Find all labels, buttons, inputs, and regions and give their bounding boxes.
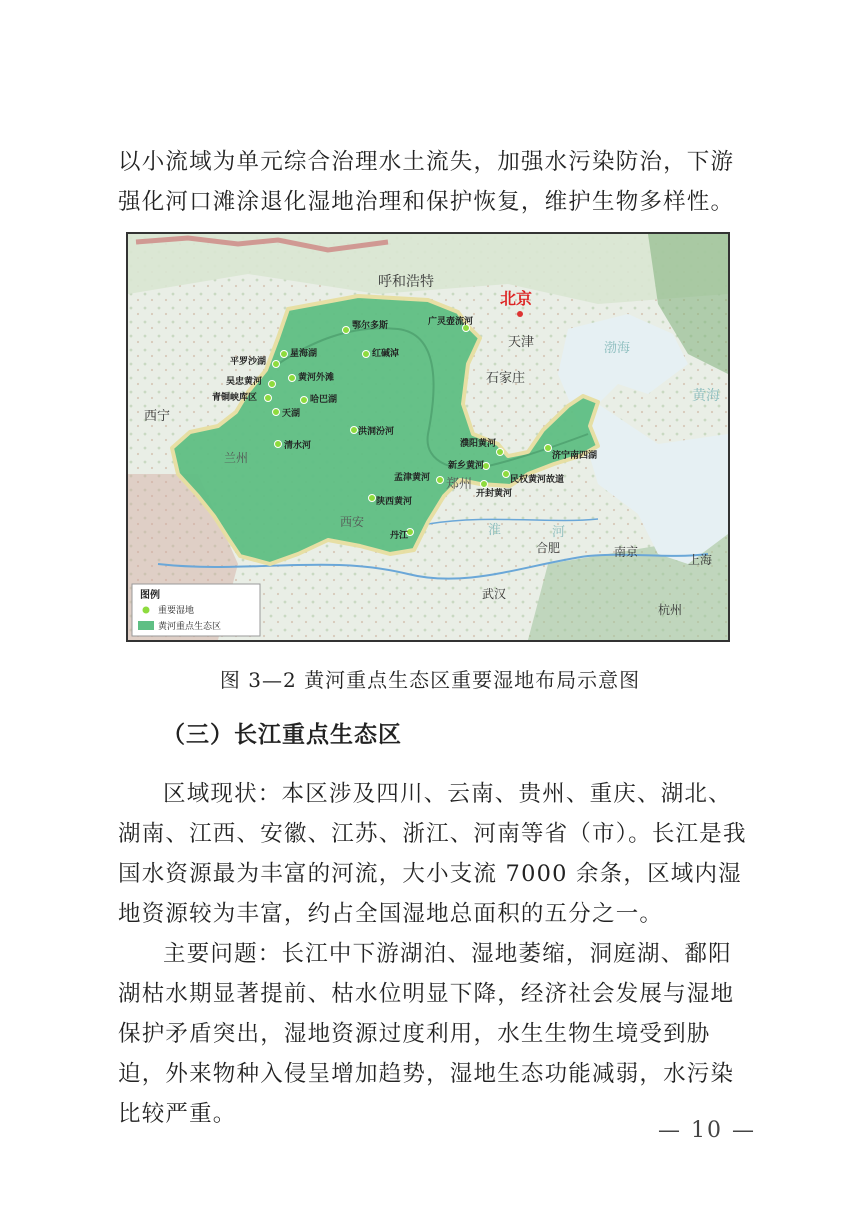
wetland-label: 天湖 [282, 409, 301, 419]
map-city-tianjin: 天津 [508, 335, 535, 350]
status-paragraph: 区域现状：本区涉及四川、云南、贵州、重庆、湖北、湖南、江西、安徽、江苏、浙江、河南等省（市）。长江是我国水资源最为丰富的河流，大小支流 7000 余条，区域内湿地资源较为丰富，约占全国湿地总面积的五分之一。 [118, 781, 747, 927]
map-city-xining: 西宁 [144, 409, 171, 424]
wetland-point [273, 361, 280, 368]
intro-paragraph: 以小流域为单元综合治理水土流失，加强水污染防治，下游强化河口滩涂退化湿地治理和保护恢复，维护生物多样性。 [118, 149, 735, 215]
map-city-xian: 西安 [340, 515, 365, 529]
map-city-shijiazhuang: 石家庄 [486, 371, 526, 386]
wetland-label: 孟津黄河 [394, 473, 431, 483]
wetland-point [289, 375, 296, 382]
wetland-point [273, 409, 280, 416]
wetland-point [545, 445, 552, 452]
wetland-point [363, 351, 370, 358]
wetland-point [275, 441, 282, 448]
wetland-label: 广灵壶流河 [428, 317, 474, 327]
map-city-hangzhou: 杭州 [658, 603, 683, 617]
map-city-beijing: 北京 [500, 289, 533, 308]
wetland-label: 民权黄河故道 [510, 475, 565, 485]
wetland-point [497, 449, 504, 456]
wetland-label: 新乡黄河 [448, 461, 485, 471]
map-city-wuhan: 武汉 [482, 587, 507, 601]
wetland-point [481, 481, 488, 488]
wetland-label: 濮阳黄河 [460, 439, 497, 449]
wetland-point [369, 495, 376, 502]
wetland-label: 洪洞汾河 [358, 427, 395, 437]
map-sea-bohai: 渤海 [604, 341, 631, 356]
legend-title: 图例 [140, 590, 160, 601]
beijing-marker [517, 311, 523, 317]
legend-point-symbol [143, 607, 150, 614]
wetland-label: 清水河 [284, 441, 312, 451]
map-city-hefei: 合肥 [536, 541, 561, 555]
legend-item-zone: 黄河重点生态区 [158, 622, 222, 632]
wetland-map [126, 232, 730, 642]
wetland-label: 黄河外滩 [298, 373, 335, 383]
wetland-label: 青铜峡库区 [212, 393, 258, 403]
wetland-label: 陕西黄河 [376, 497, 413, 507]
map-city-nanjing: 南京 [614, 545, 639, 559]
wetland-label: 开封黄河 [476, 489, 513, 499]
legend-zone-symbol [138, 621, 154, 630]
wetland-point [265, 395, 272, 402]
map-city-lanzhou: 兰州 [224, 451, 249, 465]
map-legend [132, 584, 260, 636]
wetland-point [301, 397, 308, 404]
section-heading: （三）长江重点生态区 [162, 722, 402, 748]
wetland-point [269, 381, 276, 388]
map-city-huhehaote: 呼和浩特 [378, 274, 434, 290]
map-river-huai: 淮 [488, 523, 502, 538]
legend-item-wetland: 重要湿地 [158, 606, 195, 616]
wetland-label: 鄂尔多斯 [352, 321, 389, 331]
figure-caption: 图 3—2 黄河重点生态区重要湿地布局示意图 [219, 668, 641, 692]
wetland-point [437, 477, 444, 484]
page-number: — 10 — [658, 1118, 756, 1143]
wetland-point [281, 351, 288, 358]
wetland-point [343, 327, 350, 334]
map-city-shanghai: 上海 [688, 553, 713, 567]
map-city-zhengzhou: 郑州 [446, 477, 473, 492]
map-sea-huanghai: 黄海 [692, 388, 720, 404]
wetland-point [503, 471, 510, 478]
wetland-label: 平罗沙湖 [230, 357, 267, 367]
wetland-label: 济宁南四湖 [552, 451, 598, 461]
wetland-label: 红碱淖 [372, 349, 400, 359]
problems-paragraph: 主要问题：长江中下游湖泊、湿地萎缩，洞庭湖、鄱阳湖枯水期显著提前、枯水位明显下降，经济社会发展与湿地保护矛盾突出，湿地资源过度利用，水生生物生境受到胁迫，外来物种入侵呈增加趋势，湿地生态功能减弱，水污染比较严重。 [118, 941, 735, 1127]
wetland-label: 丹江 [390, 531, 409, 541]
wetland-label: 吴忠黄河 [226, 377, 263, 387]
wetland-point [351, 427, 358, 434]
wetland-label: 哈巴湖 [310, 395, 338, 405]
wetland-label: 星海湖 [290, 349, 318, 359]
map-river-he: 河 [552, 525, 566, 540]
